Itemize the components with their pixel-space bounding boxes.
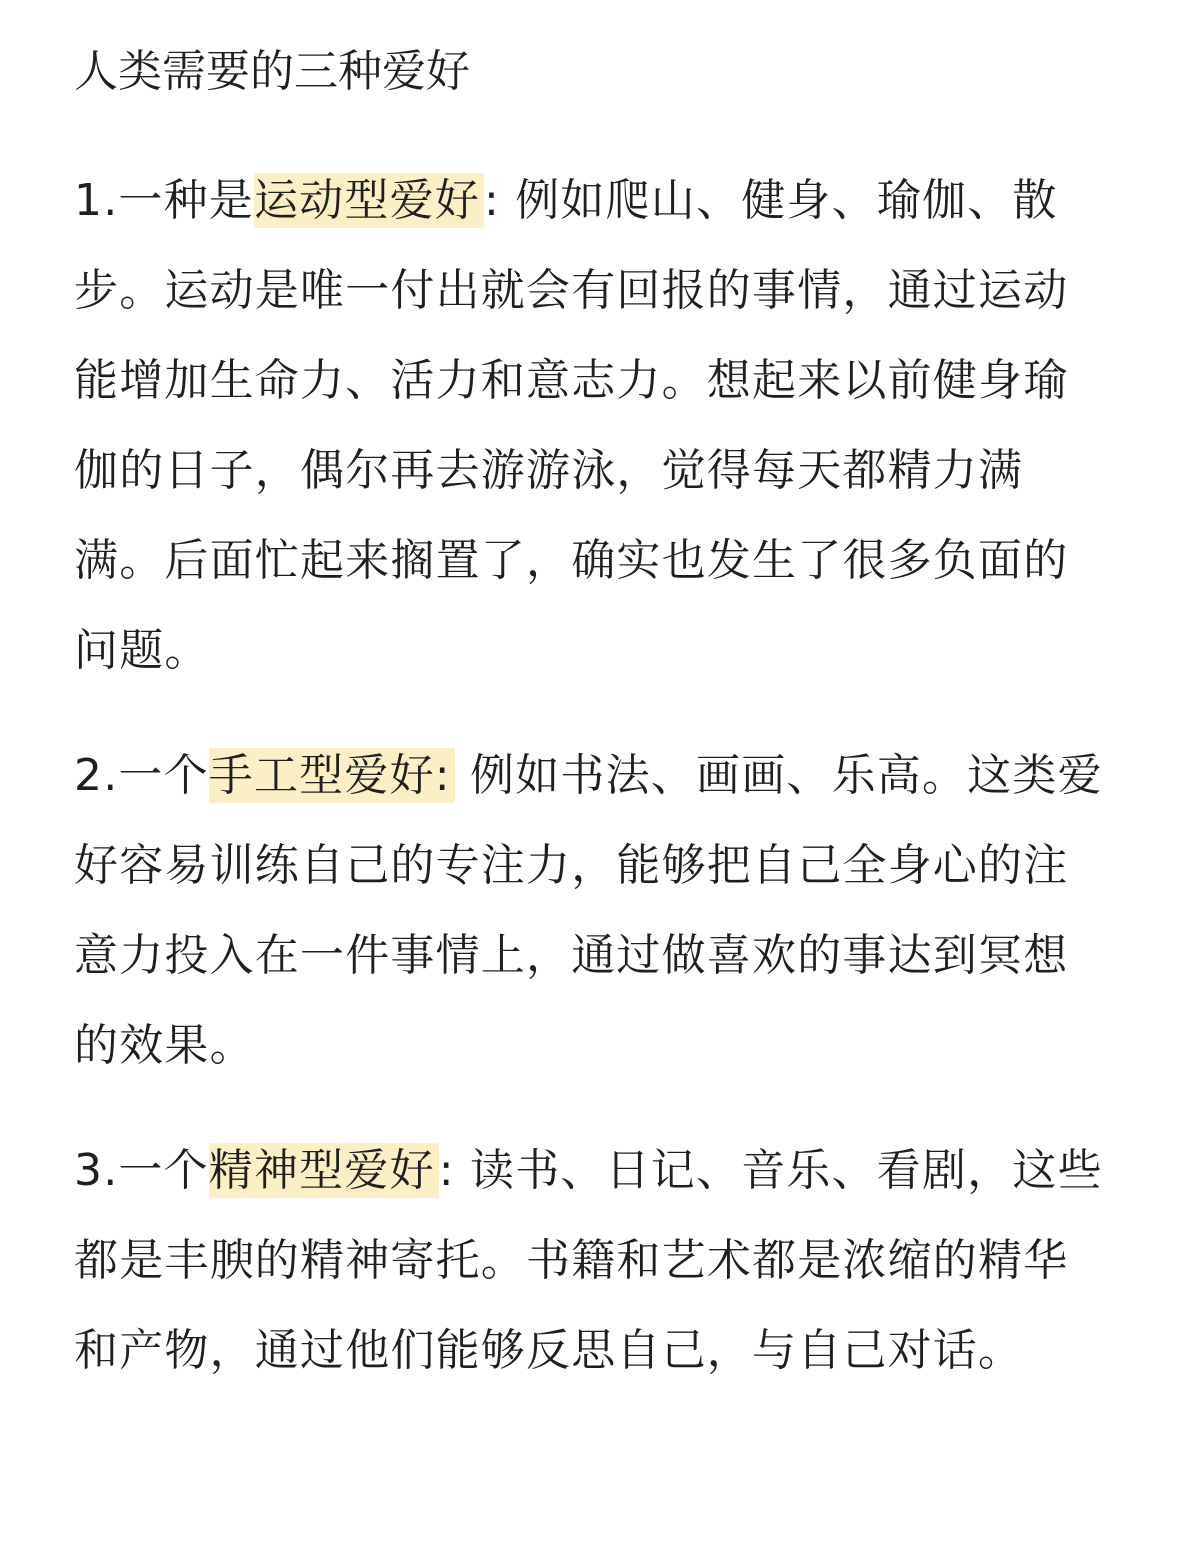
section-1-highlight: 运动型爱好	[254, 173, 484, 228]
section-3-body: : 读书、日记、音乐、看剧，这些都是丰腴的精神寄托。书籍和艺术都是浓缩的精华和产物，通过他们能够反思自己，与自己对话。	[74, 1145, 1103, 1376]
section-3-prefix: 3.一个	[74, 1145, 209, 1196]
section-2-prefix: 2.一个	[74, 750, 209, 801]
section-2-body: 例如书法、画画、乐高。这类爱好容易训练自己的专注力，能够把自己全身心的注意力投入在一件事情上，通过做喜欢的事达到冥想的效果。	[74, 750, 1103, 1071]
section-3-highlight: 精神型爱好	[209, 1143, 439, 1198]
section-3	[74, 1126, 1109, 1396]
section-1-body: : 例如爬山、健身、瑜伽、散步。运动是唯一付出就会有回报的事情，通过运动能增加生命力、活力和意志力。想起来以前健身瑜伽的日子，偶尔再去游游泳，觉得每天都精力满满。后面忙起来搁置了，确实也发生了很多负面的问题。	[74, 175, 1069, 676]
section-1	[74, 156, 1109, 696]
section-2	[74, 731, 1109, 1091]
page-title: 人类需要的三种爱好	[74, 46, 470, 97]
section-1-prefix: 1.一种是	[74, 175, 254, 226]
section-2-highlight: 手工型爱好:	[209, 748, 455, 803]
